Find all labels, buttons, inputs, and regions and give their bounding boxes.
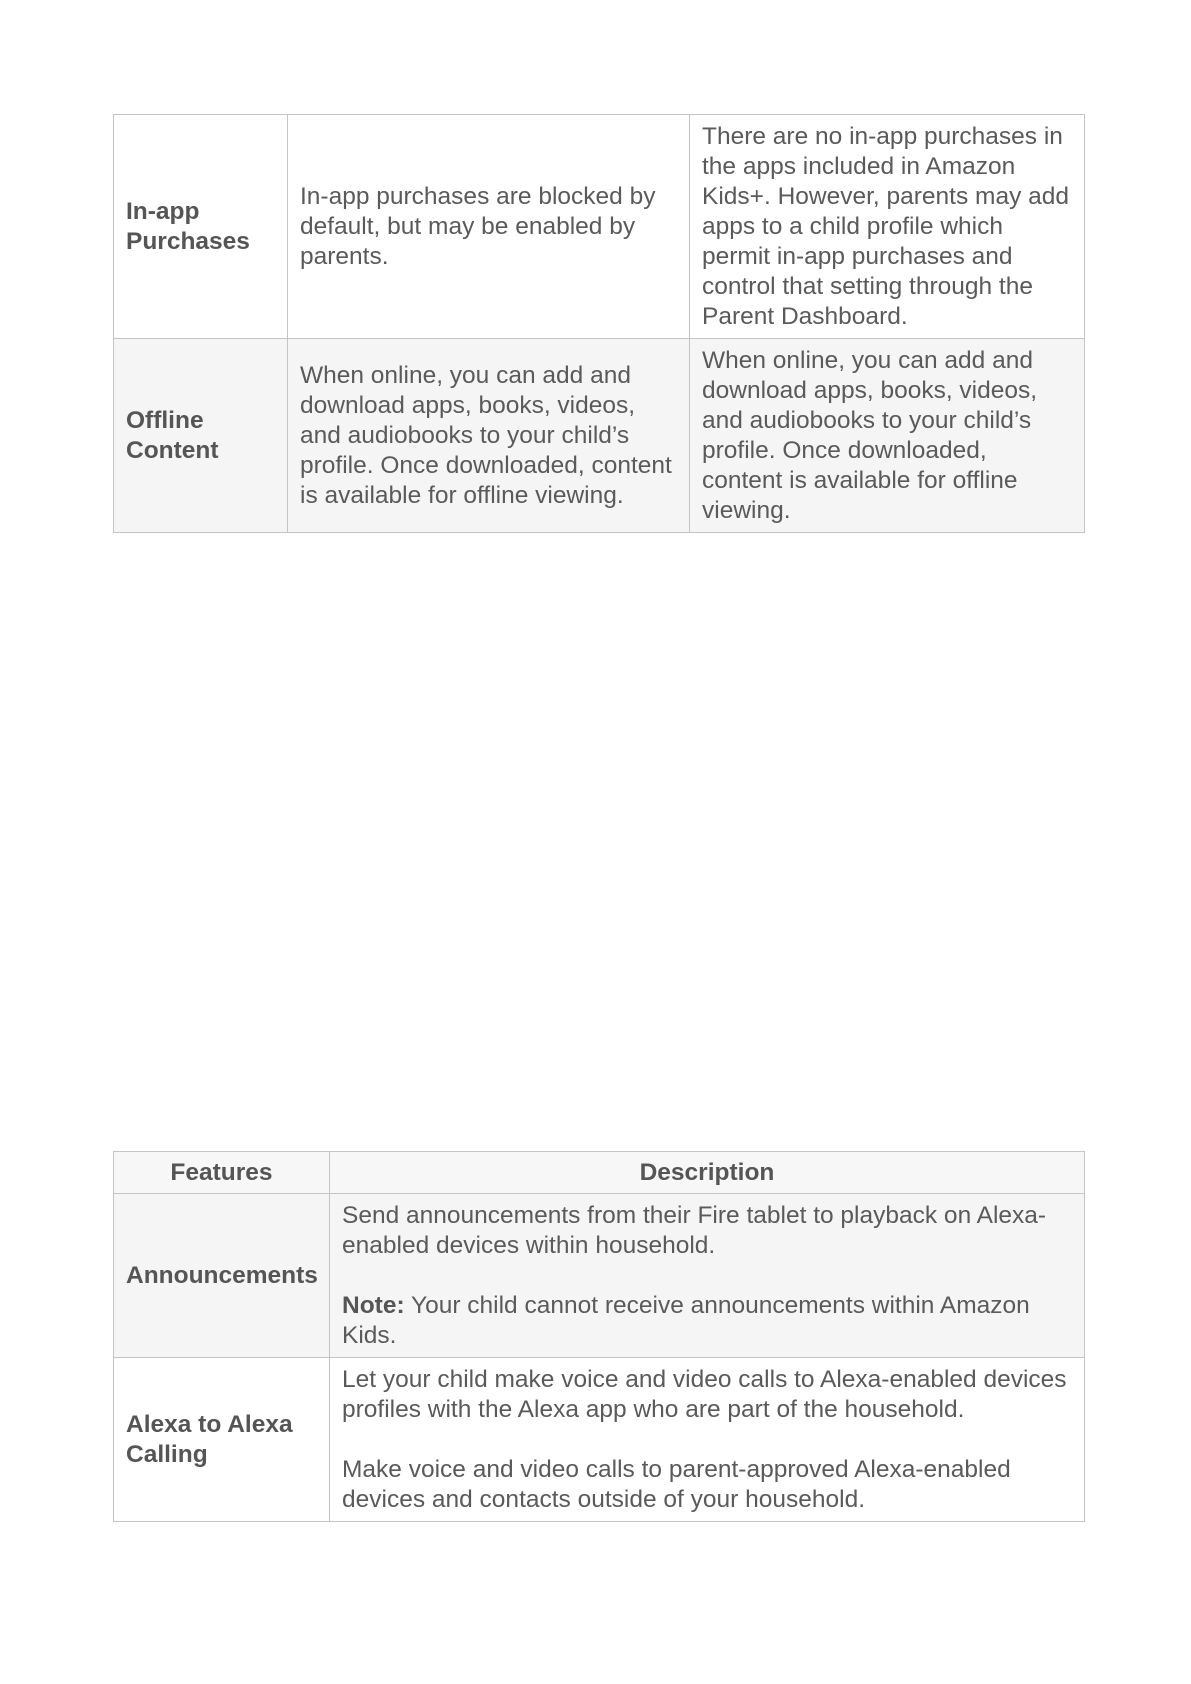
row-label-announcements: Announcements: [114, 1194, 330, 1358]
table-cell: When online, you can add and download apps, books, videos, and audiobooks to your child’s profile. Once downloaded, content is available for offline viewing.: [288, 339, 690, 533]
table-cell: When online, you can add and download apps, books, videos, and audiobooks to your child’s profile. Once downloaded, content is available for offline viewing.: [690, 339, 1085, 533]
description-paragraph: Send announcements from their Fire tablet to playback on Alexa-enabled devices within household.: [342, 1201, 1047, 1259]
note-text: Your child cannot receive announcements within Amazon Kids.: [342, 1291, 1030, 1349]
row-label-offline-content: Offline Content: [114, 339, 288, 533]
features-table: [113, 1151, 1085, 1522]
table-header-row: [114, 1152, 1085, 1194]
paragraph-gap: [342, 1261, 1073, 1291]
column-header-description: Description: [330, 1152, 1085, 1194]
table-cell: [330, 1358, 1085, 1522]
note-label: Note:: [342, 1291, 405, 1319]
table-cell: In-app purchases are blocked by default, but may be enabled by parents.: [288, 115, 690, 339]
table-row: [114, 115, 1085, 339]
row-label-in-app-purchases: In-app Purchases: [114, 115, 288, 339]
table-row: [114, 1194, 1085, 1358]
table-cell: There are no in-app purchases in the apps included in Amazon Kids+. However, parents may add apps to a child profile which permit in-app purchases and control that setting through the Parent Dashboard.: [690, 115, 1085, 339]
table-cell: [330, 1194, 1085, 1358]
note-paragraph: [342, 1291, 1073, 1351]
table-row: [114, 339, 1085, 533]
column-header-features: Features: [114, 1152, 330, 1194]
description-paragraph: Let your child make voice and video calls to Alexa-enabled devices profiles with the Alexa app who are part of the household.: [342, 1365, 1067, 1423]
comparison-table: [113, 114, 1085, 533]
description-paragraph: Make voice and video calls to parent-approved Alexa-enabled devices and contacts outside of your household.: [342, 1455, 1011, 1513]
paragraph-gap: [342, 1425, 1073, 1455]
row-label-alexa-to-alexa-calling: Alexa to Alexa Calling: [114, 1358, 330, 1522]
table-row: [114, 1358, 1085, 1522]
